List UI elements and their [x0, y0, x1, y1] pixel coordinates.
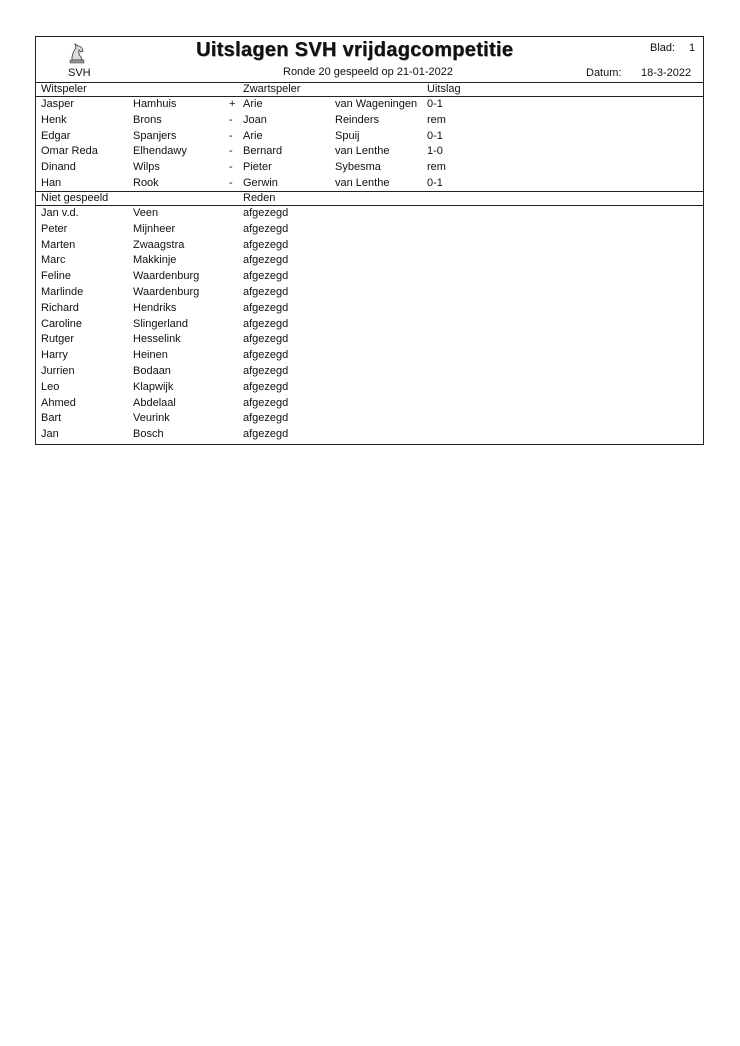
player-first-name: Leo [41, 380, 60, 393]
results-sheet [35, 36, 704, 445]
player-last-name: Veen [133, 207, 159, 219]
game-row [36, 129, 703, 145]
not-played-row [36, 380, 703, 396]
not-played-row [36, 411, 703, 427]
player-first-name: Caroline [41, 317, 82, 330]
player-first-name: Feline [41, 270, 71, 283]
reason-header: Reden [243, 192, 276, 204]
black-last-name: Spuij [335, 129, 360, 142]
sign-marker: - [229, 113, 233, 126]
black-first-name: Bernard [243, 145, 283, 158]
game-row [36, 97, 703, 113]
player-first-name: Marlinde [41, 286, 84, 298]
game-row [36, 160, 703, 176]
player-first-name: Marten [41, 238, 76, 251]
black-last-name: van Lenthe [335, 177, 390, 189]
not-played-row [36, 396, 703, 412]
game-result: rem [427, 161, 446, 174]
player-first-name: Ahmed [41, 396, 76, 409]
game-result: 0-1 [427, 177, 443, 189]
page-label: Blad: [650, 42, 676, 54]
player-first-name: Marc [41, 254, 66, 267]
not-played-header: Niet gespeeld [41, 192, 109, 204]
player-last-name: Waardenburg [133, 286, 200, 298]
white-player-header: Witspeler [41, 83, 87, 95]
not-played-row [36, 206, 703, 222]
black-first-name: Gerwin [243, 177, 278, 189]
black-last-name: van Lenthe [335, 145, 390, 158]
black-first-name: Arie [243, 98, 263, 110]
player-first-name: Rutger [41, 333, 75, 346]
black-last-name: Reinders [335, 113, 380, 126]
game-result: 1-0 [427, 145, 443, 158]
result-header: Uitslag [427, 83, 461, 95]
absence-reason: afgezegd [243, 222, 289, 235]
white-first-name: Omar Reda [41, 145, 98, 158]
not-played-row [36, 364, 703, 380]
absence-reason: afgezegd [243, 412, 289, 425]
black-last-name: Sybesma [335, 161, 381, 174]
sign-marker: - [229, 177, 233, 189]
player-last-name: Zwaagstra [133, 238, 185, 251]
page-title: Uitslagen SVH vrijdagcompetitie [196, 39, 514, 61]
player-last-name: Slingerland [133, 317, 189, 330]
player-last-name: Makkinje [133, 254, 177, 267]
date-label: Datum: [586, 67, 622, 79]
absence-reason: afgezegd [243, 254, 289, 267]
player-first-name: Harry [41, 349, 68, 362]
sign-marker: + [229, 98, 236, 110]
player-first-name: Peter [41, 222, 68, 235]
game-result: 0-1 [427, 98, 443, 110]
white-last-name: Rook [133, 177, 159, 189]
white-last-name: Brons [133, 113, 162, 126]
not-played-row [36, 427, 703, 443]
page-number: 1 [689, 42, 696, 54]
player-last-name: Waardenburg [133, 270, 200, 283]
black-last-name: van Wageningen [335, 98, 418, 110]
not-played-row [36, 348, 703, 364]
white-first-name: Han [41, 177, 62, 189]
black-first-name: Pieter [243, 161, 272, 174]
absence-reason: afgezegd [243, 317, 289, 330]
white-last-name: Wilps [133, 161, 160, 174]
not-played-header-row [36, 192, 703, 206]
logo-label: SVH [68, 67, 91, 79]
white-last-name: Elhendawy [133, 145, 187, 158]
player-first-name: Jan [41, 428, 59, 441]
player-first-name: Jurrien [41, 365, 75, 377]
absence-reason: afgezegd [243, 286, 289, 298]
absence-reason: afgezegd [243, 238, 289, 251]
player-first-name: Jan v.d. [41, 207, 79, 219]
player-first-name: Bart [41, 412, 62, 425]
absence-reason: afgezegd [243, 207, 289, 219]
player-first-name: Richard [41, 301, 79, 314]
player-last-name: Abdelaal [133, 396, 176, 409]
white-last-name: Hamhuis [133, 98, 177, 110]
player-last-name: Hesselink [133, 333, 181, 346]
chess-knight-logo-icon [66, 40, 88, 64]
game-result: 0-1 [427, 129, 443, 142]
black-first-name: Joan [243, 113, 267, 126]
player-last-name: Klapwijk [133, 380, 174, 393]
player-last-name: Bosch [133, 428, 164, 441]
absence-reason: afgezegd [243, 365, 289, 377]
white-first-name: Henk [41, 113, 67, 126]
not-played-row [36, 238, 703, 254]
black-first-name: Arie [243, 129, 263, 142]
player-last-name: Heinen [133, 349, 168, 362]
date-value: 18-3-2022 [641, 67, 692, 79]
absence-reason: afgezegd [243, 301, 289, 314]
not-played-row [36, 317, 703, 333]
white-last-name: Spanjers [133, 129, 177, 142]
game-row [36, 113, 703, 129]
sign-marker: - [229, 129, 233, 142]
game-result: rem [427, 113, 446, 126]
sign-marker: - [229, 161, 233, 174]
not-played-row [36, 301, 703, 317]
player-last-name: Bodaan [133, 365, 171, 377]
absence-reason: afgezegd [243, 380, 289, 393]
absence-reason: afgezegd [243, 349, 289, 362]
player-last-name: Veurink [133, 412, 170, 425]
absence-reason: afgezegd [243, 270, 289, 283]
absence-reason: afgezegd [243, 428, 289, 441]
white-first-name: Jasper [41, 98, 75, 110]
sign-marker: - [229, 145, 233, 158]
game-row [36, 176, 703, 192]
white-first-name: Edgar [41, 129, 71, 142]
player-last-name: Hendriks [133, 301, 177, 314]
games-header-row [36, 83, 703, 97]
absence-reason: afgezegd [243, 333, 289, 346]
not-played-row [36, 222, 703, 238]
white-first-name: Dinand [41, 161, 76, 174]
round-subtitle: Ronde 20 gespeeld op 21-01-2022 [283, 66, 454, 78]
not-played-row [36, 269, 703, 285]
not-played-row [36, 332, 703, 348]
sheet-header [36, 37, 703, 83]
black-player-header: Zwartspeler [243, 83, 301, 95]
game-row [36, 144, 703, 160]
absence-reason: afgezegd [243, 396, 289, 409]
not-played-row [36, 285, 703, 301]
not-played-row [36, 253, 703, 269]
player-last-name: Mijnheer [133, 222, 176, 235]
